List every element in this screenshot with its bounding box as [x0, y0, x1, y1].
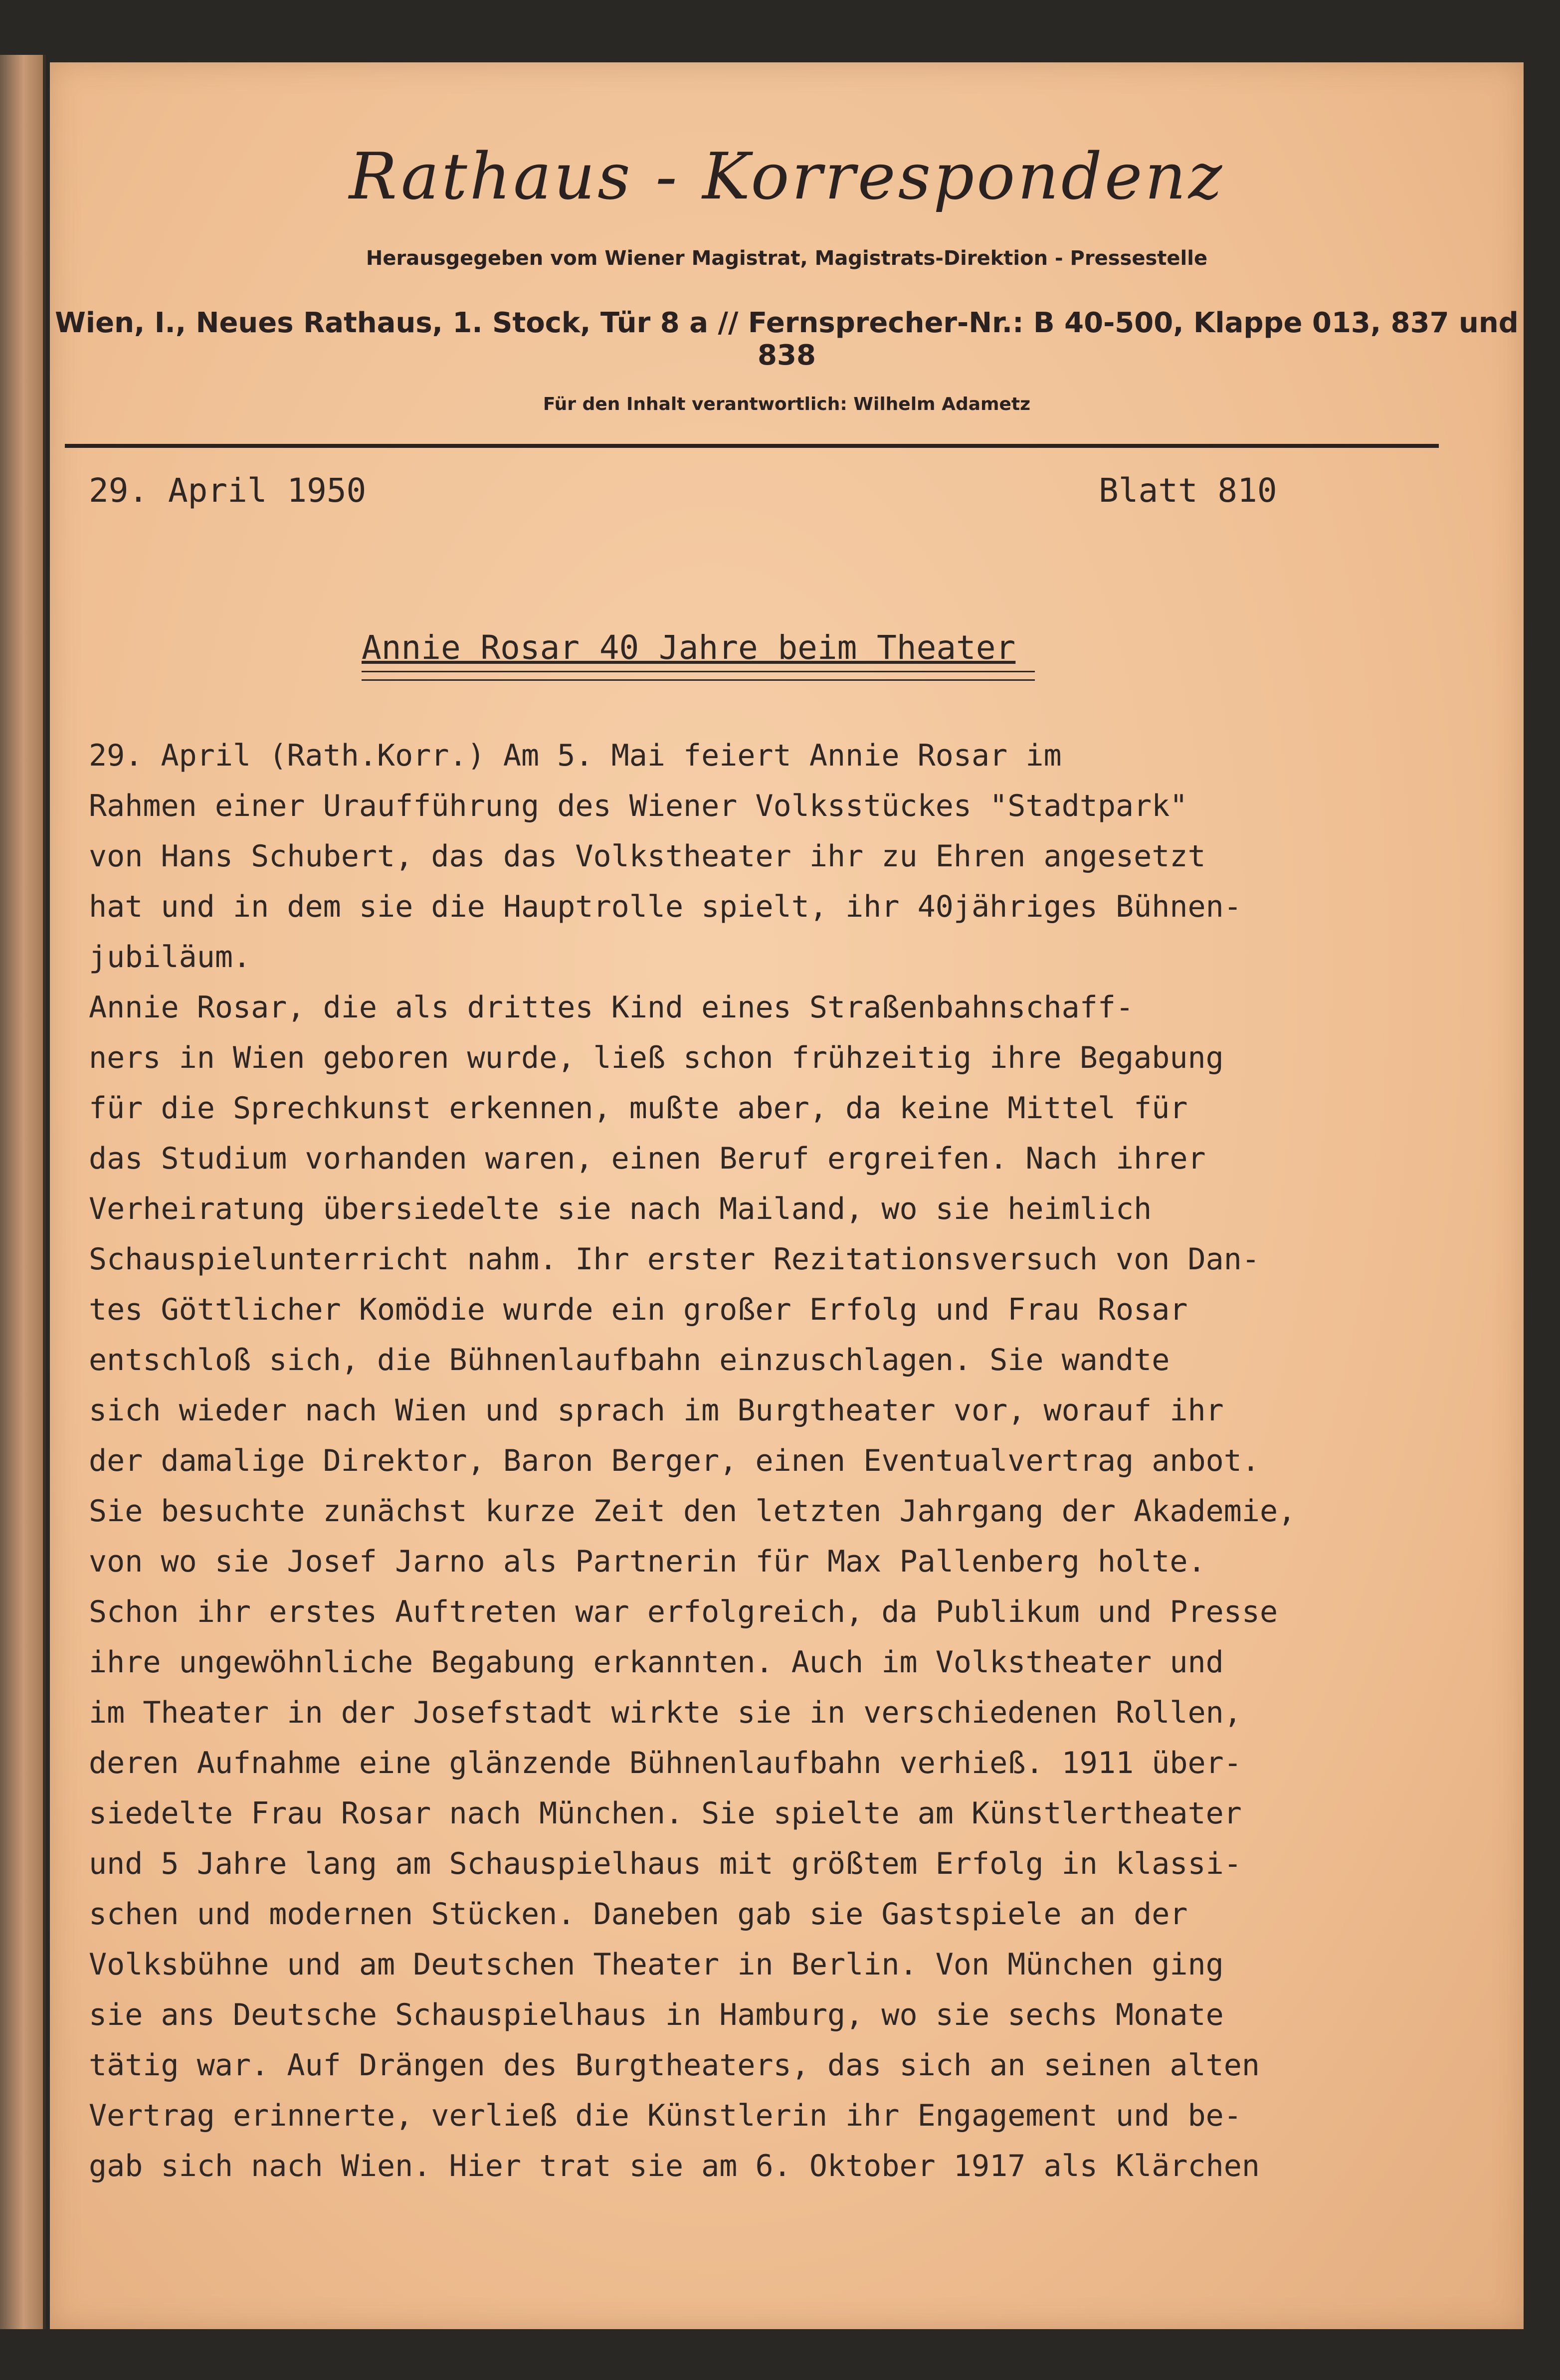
body-line-20: im Theater in der Josefstadt wirkte sie in verschiedenen Rollen, [89, 1695, 1242, 1730]
masthead-address: Wien, I., Neues Rathaus, 1. Stock, Tür 8 a // Fernsprecher-Nr.: B 40-500, Klappe 013, 837 und 838 [55, 307, 1519, 372]
body-line-10: Verheiratung übersiedelte sie nach Mailand, wo sie heimlich [89, 1191, 1152, 1226]
body-line-22: siedelte Frau Rosar nach München. Sie spielte am Künstlertheater [89, 1796, 1242, 1831]
body-line-17: von wo sie Josef Jarno als Partnerin für Max Pallenberg holte. [89, 1544, 1206, 1579]
body-line-9: das Studium vorhanden waren, einen Beruf ergreifen. Nach ihrer [89, 1141, 1206, 1176]
body-line-3: von Hans Schubert, das das Volkstheater ihr zu Ehren angesetzt [89, 839, 1206, 874]
body-line-15: der damalige Direktor, Baron Berger, einen Eventualvertrag anbot. [89, 1443, 1260, 1478]
body-line-4: hat und in dem sie die Hauptrolle spielt, ihr 40jähriges Bühnen- [89, 889, 1242, 924]
body-line-27: tätig war. Auf Drängen des Burgtheaters, das sich an seinen alten [89, 2048, 1260, 2083]
body-line-28: Vertrag erinnerte, verließ die Künstlerin ihr Engagement und be- [89, 2098, 1242, 2133]
body-line-13: entschloß sich, die Bühnenlaufbahn einzuschlagen. Sie wandte [89, 1343, 1170, 1378]
headline-double-underline [362, 671, 1035, 681]
body-line-24: schen und modernen Stücken. Daneben gab sie Gastspiele an der [89, 1897, 1188, 1932]
masthead-publisher: Herausgegeben vom Wiener Magistrat, Magistrats-Direktion - Pressestelle [366, 247, 1208, 270]
masthead-responsible: Für den Inhalt verantwortlich: Wilhelm Adametz [543, 394, 1031, 414]
body-line-6: Annie Rosar, die als drittes Kind eines Straßenbahnschaff- [89, 990, 1134, 1025]
sheet-number: Blatt 810 [1099, 471, 1277, 510]
body-line-12: tes Göttlicher Komödie wurde ein großer Erfolg und Frau Rosar [89, 1292, 1188, 1327]
adjacent-page-edge [0, 55, 46, 2329]
body-line-26: sie ans Deutsche Schauspielhaus in Hamburg, wo sie sechs Monate [89, 1997, 1224, 2032]
body-line-16: Sie besuchte zunächst kurze Zeit den letzten Jahrgang der Akademie, [89, 1494, 1296, 1529]
document-date: 29. April 1950 [89, 471, 367, 510]
article-headline: Annie Rosar 40 Jahre beim Theater [362, 628, 1016, 667]
body-line-23: und 5 Jahre lang am Schauspielhaus mit größtem Erfolg in klassi- [89, 1846, 1242, 1881]
body-line-11: Schauspielunterricht nahm. Ihr erster Rezitationsversuch von Dan- [89, 1242, 1260, 1277]
body-line-14: sich wieder nach Wien und sprach im Burgtheater vor, worauf ihr [89, 1393, 1224, 1428]
body-line-18: Schon ihr erstes Auftreten war erfolgreich, da Publikum und Presse [89, 1594, 1278, 1629]
masthead-rule [65, 444, 1439, 448]
article-body [89, 731, 1505, 2191]
body-line-21: deren Aufnahme eine glänzende Bühnenlaufbahn verhieß. 1911 über- [89, 1746, 1242, 1781]
body-line-2: Rahmen einer Uraufführung des Wiener Volksstückes "Stadtpark" [89, 789, 1188, 823]
body-line-19: ihre ungewöhnliche Begabung erkannten. Auch im Volkstheater und [89, 1645, 1224, 1680]
body-line-8: für die Sprechkunst erkennen, mußte aber, da keine Mittel für [89, 1091, 1188, 1126]
body-line-29: gab sich nach Wien. Hier trat sie am 6. Oktober 1917 als Klärchen [89, 2149, 1260, 2183]
body-line-5: jubiläum. [89, 940, 251, 975]
body-line-25: Volksbühne und am Deutschen Theater in Berlin. Von München ging [89, 1947, 1224, 1982]
body-line-7: ners in Wien geboren wurde, ließ schon frühzeitig ihre Begabung [89, 1040, 1224, 1075]
masthead-title: Rathaus - Korrespondenz [349, 140, 1225, 214]
body-line-1: 29. April (Rath.Korr.) Am 5. Mai feiert Annie Rosar im [89, 738, 1062, 773]
document-page [50, 62, 1524, 2329]
